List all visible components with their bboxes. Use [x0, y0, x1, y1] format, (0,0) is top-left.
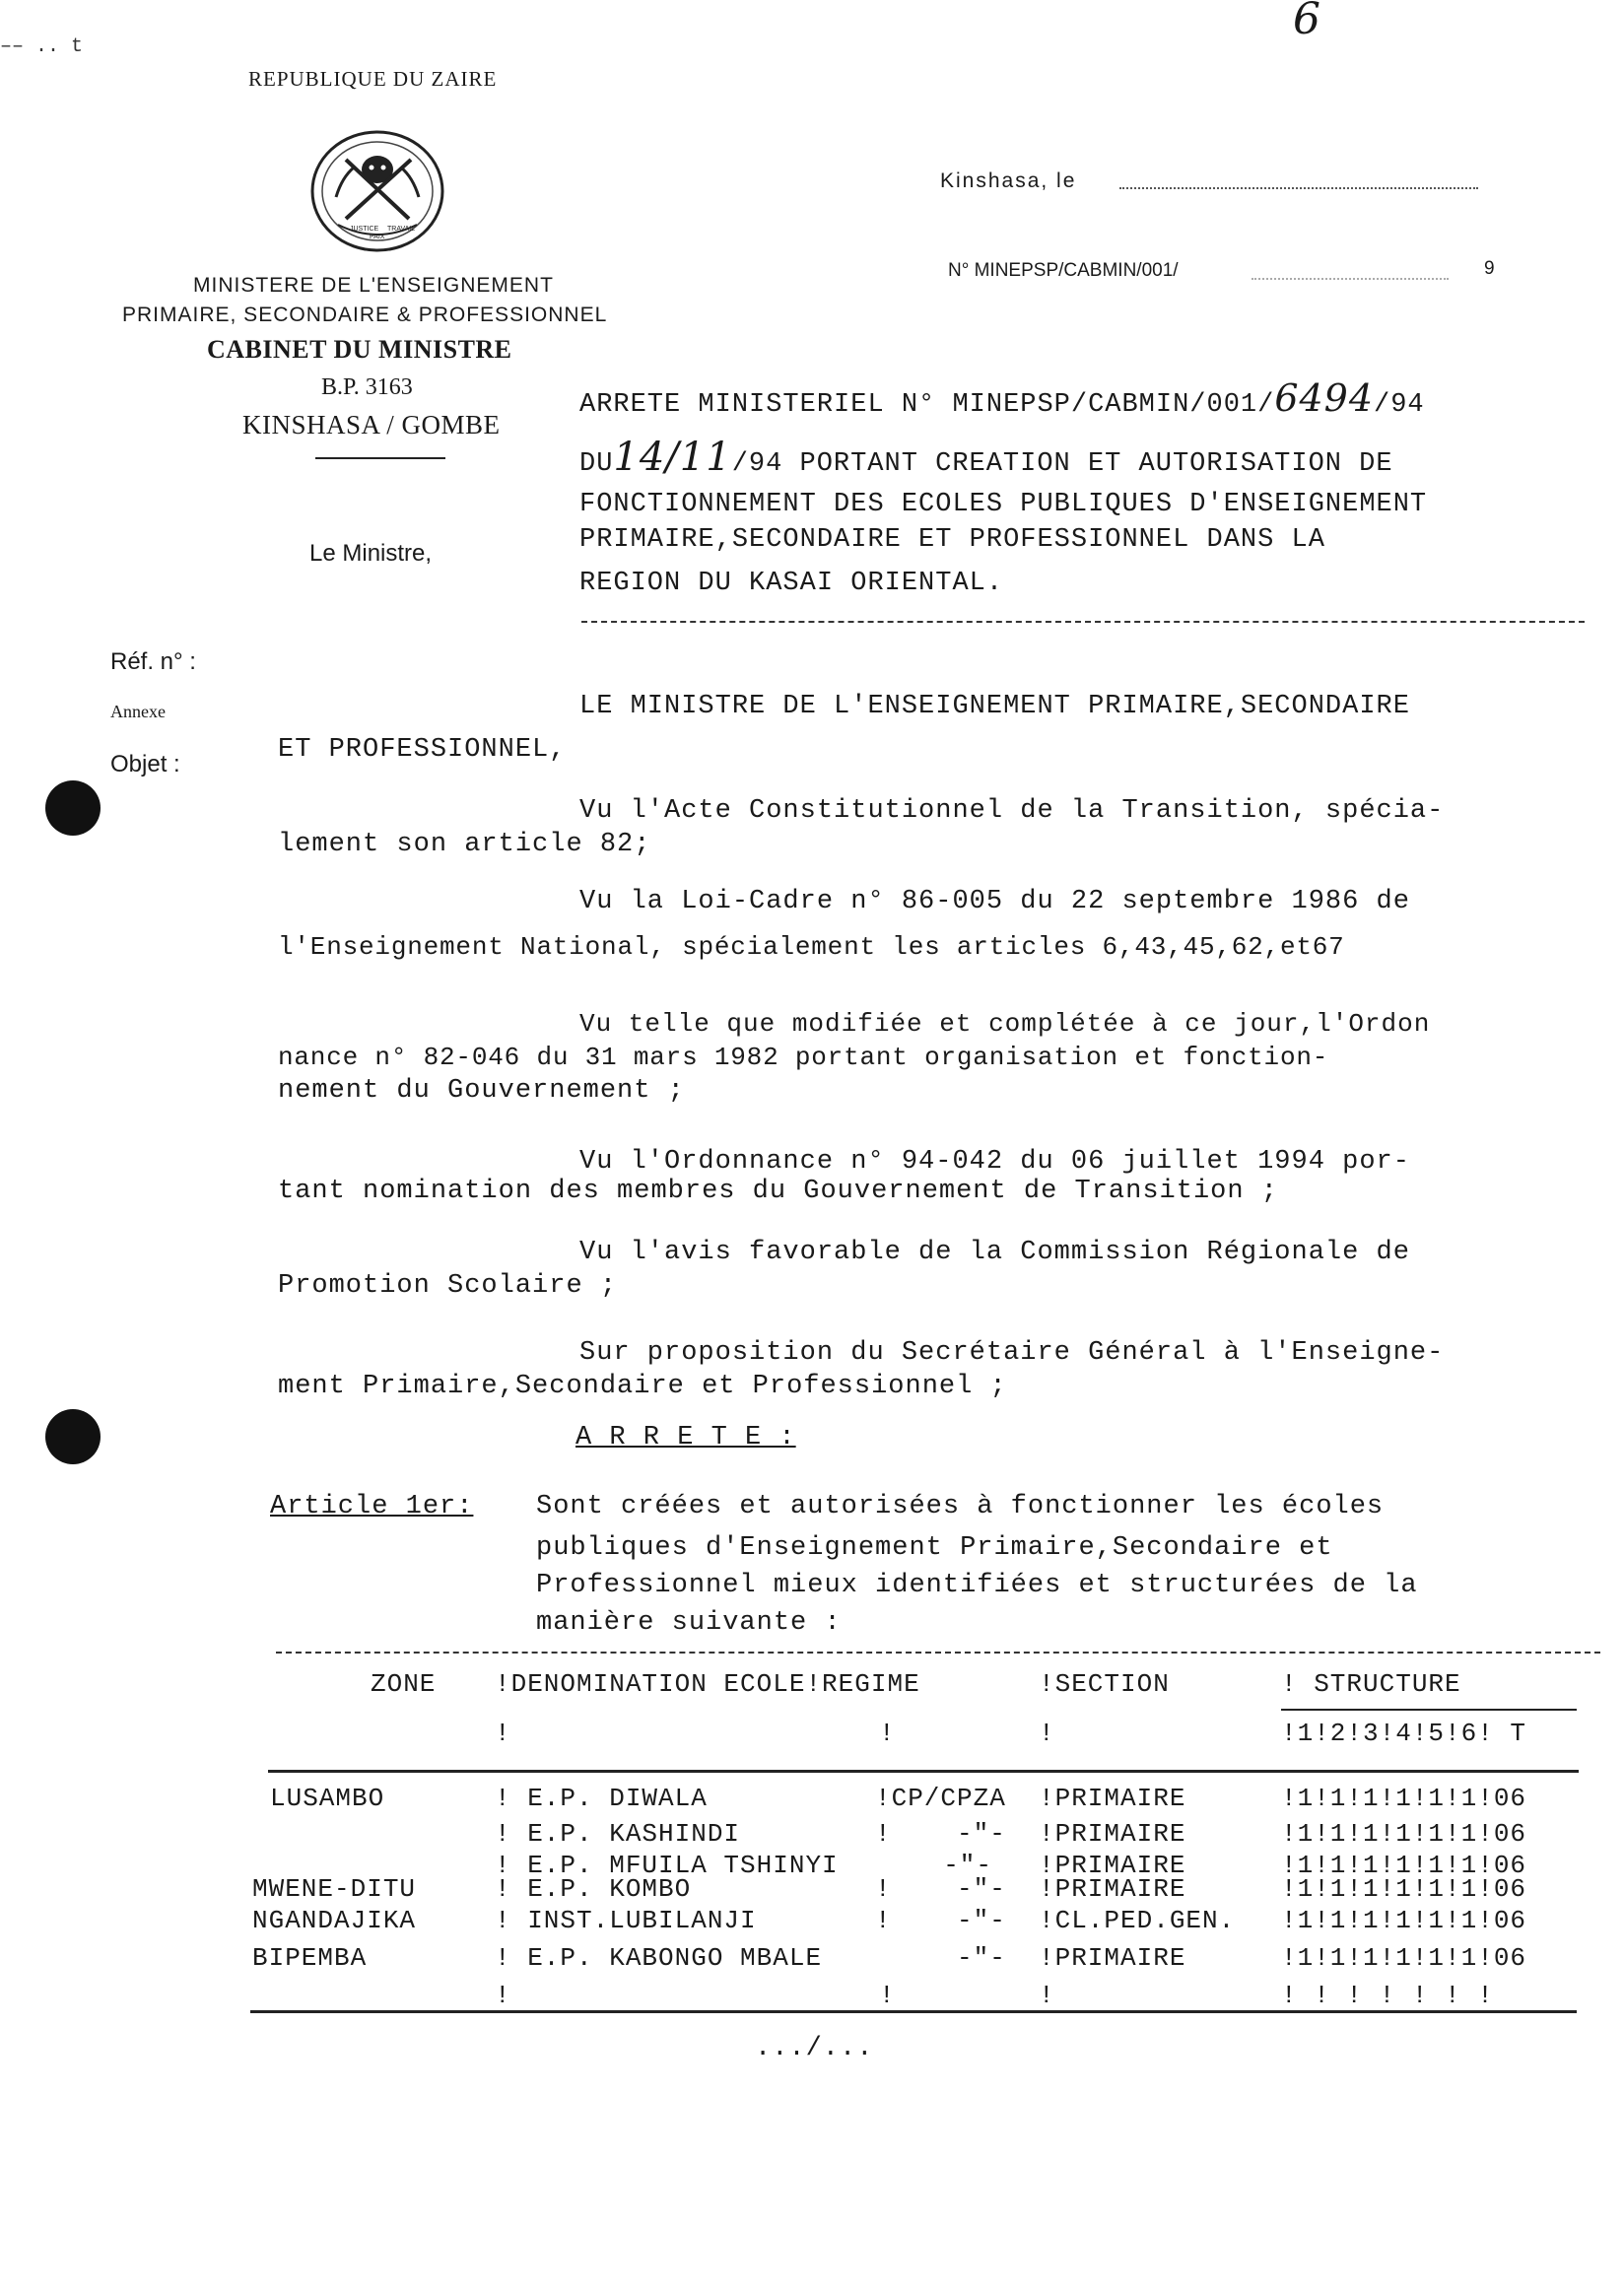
header-denomination-regime: !DENOMINATION ECOLE!REGIME [495, 1669, 920, 1699]
svg-text:TRAVAIL: TRAVAIL [387, 226, 416, 233]
article-label: Article 1er: [270, 1492, 474, 1521]
title-line-3: FONCTIONNEMENT DES ECOLES PUBLIQUES D'ENSEIGNEMENT [579, 490, 1428, 519]
row-school: ! INST.LUBILANJI [495, 1906, 757, 1935]
title-line-2-prefix: DU [579, 449, 614, 479]
svg-text:PAIX: PAIX [370, 234, 385, 240]
ministry-line-1: MINISTERE DE L'ENSEIGNEMENT [193, 274, 554, 297]
table-subheader-row [0, 1719, 1624, 1758]
minister-label: Le Ministre, [309, 540, 433, 567]
intro-line-2: ET PROFESSIONNEL, [278, 735, 567, 765]
row-structure: !1!1!1!1!1!1!06 [1281, 1943, 1527, 1973]
vu3-line-3: nement du Gouvernement ; [278, 1076, 685, 1106]
letterhead-underline [315, 457, 445, 459]
country-name: REPUBLIQUE DU ZAIRE [248, 67, 498, 91]
row-structure: !1!1!1!1!1!1!06 [1281, 1819, 1527, 1849]
annexe-label: Annexe [110, 702, 166, 721]
ref-label: Réf. n° : [110, 648, 196, 675]
vu3-line-2: nance n° 82-046 du 31 mars 1982 portant organisation et fonction- [278, 1043, 1329, 1072]
title-line-1 [579, 376, 1425, 424]
punch-hole-top [45, 780, 101, 836]
table-header-rule [268, 1770, 1579, 1773]
row-zone: LUSAMBO [270, 1784, 385, 1813]
proposition-line-2: ment Primaire,Secondaire et Professionnel ; [278, 1372, 1007, 1401]
row-school: ! E.P. DIWALA [495, 1784, 708, 1813]
svg-text:JUSTICE: JUSTICE [350, 226, 379, 233]
structure-header-underline [1281, 1709, 1577, 1711]
table-row [0, 1819, 1624, 1853]
vu2-line-1: Vu la Loi-Cadre n° 86-005 du 22 septembre 1986 de [579, 887, 1410, 916]
title-line-2 [579, 435, 1393, 483]
row-regime: !CP/CPZA [875, 1784, 1006, 1813]
arrete-heading [575, 1423, 796, 1452]
structure-grade-headers: !1!2!3!4!5!6! T [1281, 1719, 1527, 1748]
coat-of-arms-seal [308, 128, 446, 254]
corner-page-mark: 6 [1293, 0, 1320, 44]
row-regime: -"- [875, 1943, 1006, 1973]
vu1-line-1: Vu l'Acte Constitutionnel de la Transition, spécia- [579, 796, 1445, 826]
row-school: ! E.P. MFUILA TSHINYI [495, 1851, 839, 1880]
title-line-5: REGION DU KASAI ORIENTAL. [579, 569, 1004, 598]
table-bottom-rule [250, 2010, 1577, 2013]
title-line-1-suffix: /94 [1374, 390, 1425, 420]
title-rule [581, 621, 1585, 623]
top-stray-mark: ‒‒ .. t [0, 35, 84, 58]
city: KINSHASA / GOMBE [242, 410, 501, 439]
title-line-4: PRIMAIRE,SECONDAIRE ET PROFESSIONNEL DANS LA [579, 525, 1325, 555]
table-row [0, 1874, 1624, 1908]
row-school: ! E.P. KASHINDI [495, 1819, 741, 1849]
row-regime: -"- [911, 1851, 993, 1880]
objet-label: Objet : [110, 751, 180, 777]
table-row [0, 1784, 1624, 1817]
vu3-line-1: Vu telle que modifiée et complétée à ce jour,l'Ordon [579, 1009, 1431, 1039]
reference-number: N° MINEPSP/CABMIN/001/ [948, 260, 1179, 281]
ministry-line-2: PRIMAIRE, SECONDAIRE & PROFESSIONNEL [122, 304, 608, 326]
proposition-line-1: Sur proposition du Secrétaire Général à l'Enseigne- [579, 1338, 1445, 1368]
row-structure: !1!1!1!1!1!1!06 [1281, 1874, 1527, 1904]
title-date-handwritten: 14/11 [613, 435, 732, 480]
row-zone: MWENE-DITU [252, 1874, 417, 1904]
punch-hole-bottom [45, 1409, 101, 1464]
title-line-2-suffix: /94 PORTANT CREATION ET AUTORISATION DE [731, 449, 1393, 479]
footer-bang-structure: ! ! ! ! ! ! ! [1281, 1981, 1494, 2010]
table-top-rule [276, 1652, 1600, 1654]
row-regime: ! -"- [875, 1819, 1006, 1849]
row-section: !PRIMAIRE [1039, 1874, 1186, 1904]
row-section: !PRIMAIRE [1039, 1943, 1186, 1973]
footer-bang-2: ! [879, 1981, 896, 2010]
table-row [0, 1906, 1624, 1939]
vu5-line-1: Vu l'avis favorable de la Commission Régionale de [579, 1238, 1410, 1267]
row-school: ! E.P. KOMBO [495, 1874, 692, 1904]
row-section: !PRIMAIRE [1039, 1819, 1186, 1849]
table-footer-bangs [0, 1981, 1624, 2014]
article-line-4: manière suivante : [536, 1608, 842, 1638]
title-line-1-prefix: ARRETE MINISTERIEL N° MINEPSP/CABMIN/001/ [579, 390, 1275, 420]
table-header-row [0, 1669, 1624, 1709]
reference-suffix: 9 [1484, 258, 1495, 279]
po-box: B.P. 3163 [321, 374, 413, 400]
subheader-bang-2: ! [879, 1719, 896, 1748]
row-section: !PRIMAIRE [1039, 1784, 1186, 1813]
vu5-line-2: Promotion Scolaire ; [278, 1271, 618, 1301]
row-regime: ! -"- [875, 1874, 1006, 1904]
row-zone: BIPEMBA [252, 1943, 368, 1973]
article-line-2: publiques d'Enseignement Primaire,Secondaire et [536, 1533, 1333, 1563]
row-zone: NGANDAJIKA [252, 1906, 417, 1935]
vu1-line-2: lement son article 82; [278, 830, 651, 859]
row-structure: !1!1!1!1!1!1!06 [1281, 1784, 1527, 1813]
row-section: !CL.PED.GEN. [1039, 1906, 1236, 1935]
arrete-text: A R R E T E : [575, 1423, 796, 1452]
reference-dotted-line [1252, 278, 1449, 280]
row-structure: !1!1!1!1!1!1!06 [1281, 1851, 1527, 1880]
intro-line-1: LE MINISTRE DE L'ENSEIGNEMENT PRIMAIRE,SECONDAIRE [579, 692, 1410, 721]
subheader-bang-3: ! [1039, 1719, 1055, 1748]
row-school: ! E.P. KABONGO MBALE [495, 1943, 823, 1973]
date-dotted-line [1119, 187, 1478, 189]
title-number-handwritten: 6494 [1274, 376, 1375, 420]
continuation-mark: .../... [755, 2034, 874, 2063]
header-zone: ZONE [371, 1669, 437, 1699]
row-section: !PRIMAIRE [1039, 1851, 1186, 1880]
table-row [0, 1943, 1624, 1977]
row-structure: !1!1!1!1!1!1!06 [1281, 1906, 1527, 1935]
article-line-3: Professionnel mieux identifiées et structurées de la [536, 1571, 1418, 1600]
article-line-1: Sont créées et autorisées à fonctionner les écoles [536, 1492, 1385, 1521]
cabinet-title: CABINET DU MINISTRE [207, 335, 512, 364]
vu4-line-1: Vu l'Ordonnance n° 94-042 du 06 juillet 1994 por- [579, 1147, 1410, 1177]
footer-bang-1: ! [495, 1981, 511, 2010]
header-section: !SECTION [1039, 1669, 1170, 1699]
footer-bang-3: ! [1039, 1981, 1055, 2010]
vu4-line-2: tant nomination des membres du Gouvernement de Transition ; [278, 1177, 1278, 1206]
vu2-line-2: l'Enseignement National, spécialement les articles 6,43,45,62,et67 [278, 932, 1345, 962]
subheader-bang-1: ! [495, 1719, 511, 1748]
header-structure: ! STRUCTURE [1281, 1669, 1461, 1699]
place-date-label: Kinshasa, le [940, 169, 1077, 192]
row-regime: ! -"- [875, 1906, 1006, 1935]
